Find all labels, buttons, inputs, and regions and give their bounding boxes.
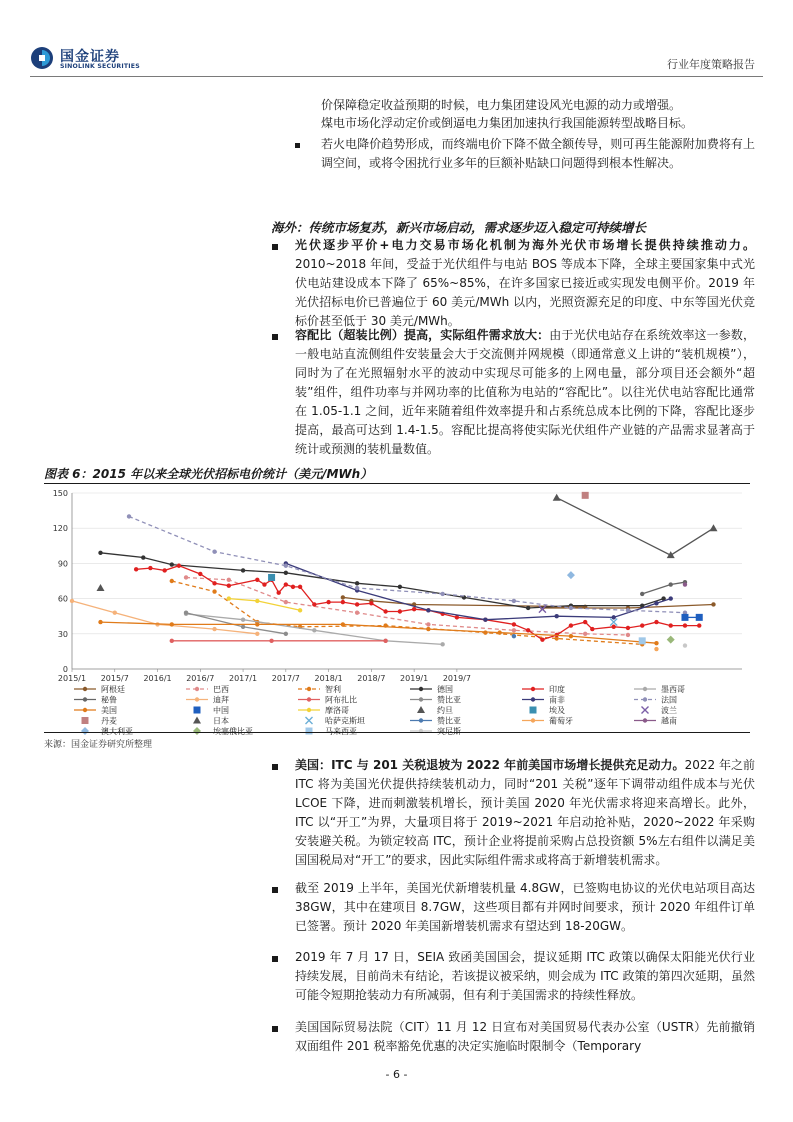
data-point xyxy=(284,564,288,568)
data-point xyxy=(669,596,673,600)
legend-label: 智利 xyxy=(325,685,341,694)
data-point xyxy=(198,572,202,576)
legend-marker xyxy=(195,687,199,691)
data-point xyxy=(268,574,275,581)
data-point xyxy=(512,634,516,638)
x-tick-label: 2016/7 xyxy=(186,674,215,683)
bullet-marker xyxy=(272,887,278,893)
legend-label: 丹麦 xyxy=(101,716,117,726)
legend-label: 突尼斯 xyxy=(437,727,461,736)
x-tick-label: 2019/1 xyxy=(400,674,429,683)
page-number: - 6 - xyxy=(385,1068,408,1081)
legend-marker xyxy=(419,697,423,701)
data-point xyxy=(227,583,231,587)
data-point xyxy=(426,627,430,631)
y-tick-label: 60 xyxy=(57,594,68,604)
header-divider xyxy=(30,76,763,77)
series-埃及 xyxy=(268,574,275,581)
chart-legend xyxy=(74,684,685,736)
series-美国 xyxy=(98,620,658,646)
data-point xyxy=(683,643,687,647)
legend-item xyxy=(306,726,358,736)
series-哈萨克斯坦 xyxy=(610,619,617,626)
data-point xyxy=(640,592,644,596)
legend-label: 赞比亚 xyxy=(437,716,461,726)
data-point xyxy=(697,623,701,627)
data-point xyxy=(610,619,617,626)
series-约旦 xyxy=(97,584,105,591)
legend-label: 中国 xyxy=(213,706,229,715)
legend-item xyxy=(306,716,366,726)
legend-marker xyxy=(193,717,201,724)
data-point xyxy=(341,622,345,626)
bullet-paragraph: 截至 2019 上半年，美国光伏新增装机量 4.8GW，已签购电协议的光伏电站项目高达 38GW，其中在建项目 8.7GW，这些项目都有并网时间要求，预计 2020 年组件订单已签署。预计 2020 年美国新增装机需求有望达到 18-20GW。 xyxy=(295,881,755,933)
legend-marker xyxy=(643,718,647,722)
data-point xyxy=(497,630,501,634)
data-point xyxy=(654,647,658,651)
logo-english-name: SINOLINK SECURITIES xyxy=(60,63,140,70)
tariff-chart xyxy=(44,485,750,736)
legend-marker xyxy=(531,697,535,701)
data-point xyxy=(683,623,687,627)
data-point xyxy=(483,618,487,622)
legend-marker xyxy=(419,718,423,722)
legend-marker xyxy=(643,687,647,691)
series-中国 xyxy=(681,614,702,621)
legend-label: 巴西 xyxy=(213,685,229,694)
series-line xyxy=(129,517,685,613)
x-tick-label: 2017/1 xyxy=(228,674,258,683)
bullet-marker xyxy=(272,244,278,250)
legend-label: 日本 xyxy=(213,716,229,726)
legend-item xyxy=(82,716,118,726)
legend-label: 埃及 xyxy=(549,706,565,715)
data-point xyxy=(526,628,530,632)
top-paragraph-2: 煤电市场化浮动定价或倒逼电力集团加速执行我国能源转型战略目标。 xyxy=(321,116,694,130)
legend-marker xyxy=(530,707,537,714)
data-point xyxy=(298,585,302,589)
data-point xyxy=(134,567,138,571)
legend-item xyxy=(74,695,117,705)
data-point xyxy=(241,625,245,629)
data-point xyxy=(212,627,216,631)
x-tick-label: 2015/7 xyxy=(100,674,129,683)
data-point xyxy=(398,585,402,589)
data-point xyxy=(212,581,216,585)
data-point xyxy=(97,584,105,591)
data-point xyxy=(626,633,630,637)
data-point xyxy=(184,575,188,579)
legend-marker xyxy=(83,687,87,691)
data-point xyxy=(709,524,717,531)
legend-marker xyxy=(417,706,425,713)
data-point xyxy=(141,555,145,559)
data-point xyxy=(512,622,516,626)
data-point xyxy=(269,639,273,643)
legend-item xyxy=(634,684,685,694)
series-埃塞俄比亚 xyxy=(667,636,675,644)
x-tick-label: 2016/1 xyxy=(143,674,172,683)
legend-marker xyxy=(643,697,647,701)
data-point xyxy=(241,618,245,622)
data-point xyxy=(355,586,359,590)
legend-item xyxy=(410,726,461,736)
data-point xyxy=(326,600,330,604)
legend-item xyxy=(81,726,133,736)
series-日本 xyxy=(553,494,718,558)
data-point xyxy=(284,582,288,586)
data-point xyxy=(284,632,288,636)
legend-marker xyxy=(195,697,199,701)
bullet-lead: 光伏逐步平价+电力交易市场化机制为海外光伏市场增长提供持续推动力。 xyxy=(295,238,755,252)
data-point xyxy=(512,599,516,603)
y-tick-label: 30 xyxy=(57,629,68,639)
series-秘鲁 xyxy=(640,580,687,596)
bullet-marker xyxy=(272,956,278,962)
x-tick-label: 2019/7 xyxy=(442,674,471,683)
data-point xyxy=(569,623,573,627)
legend-item xyxy=(298,695,357,705)
data-point xyxy=(312,628,316,632)
series-迪拜 xyxy=(70,599,260,636)
legend-marker xyxy=(82,717,89,724)
legend-item xyxy=(410,695,461,705)
bullet-paragraph xyxy=(295,756,755,870)
data-point xyxy=(227,578,231,582)
legend-label: 阿根廷 xyxy=(101,685,125,694)
data-point xyxy=(667,636,675,644)
series-丹麦 xyxy=(582,492,589,499)
figure-source: 来源：国金证券研究所整理 xyxy=(44,740,153,750)
data-point xyxy=(626,608,630,612)
data-point xyxy=(312,602,316,606)
data-point xyxy=(284,571,288,575)
legend-label: 波兰 xyxy=(661,706,677,715)
bullet-paragraph xyxy=(295,326,755,459)
data-point xyxy=(284,600,288,604)
series-line xyxy=(72,601,257,634)
series-葡萄牙 xyxy=(654,647,658,651)
legend-marker xyxy=(306,728,313,735)
data-point xyxy=(654,641,658,645)
data-point xyxy=(554,614,558,618)
data-point xyxy=(355,610,359,614)
data-point xyxy=(184,610,188,614)
legend-marker xyxy=(81,727,89,735)
legend-label: 摩洛哥 xyxy=(325,706,349,715)
data-point xyxy=(440,592,444,596)
legend-marker xyxy=(642,707,649,714)
series-南非 xyxy=(284,561,673,622)
data-point xyxy=(170,562,174,566)
x-tick-label: 2018/7 xyxy=(357,674,386,683)
data-point xyxy=(583,620,587,624)
data-point xyxy=(383,639,387,643)
legend-label: 法国 xyxy=(661,695,677,705)
data-point xyxy=(170,639,174,643)
bullet-lead: 容配比（超装比例）提高，实际组件需求放大： xyxy=(295,328,550,342)
data-point xyxy=(262,582,266,586)
legend-marker xyxy=(306,717,313,724)
report-type: 行业年度策略报告 xyxy=(667,58,755,71)
data-point xyxy=(590,627,594,631)
section-heading: 海外：传统市场复苏，新兴市场启动，需求逐步迈入稳定可持续增长 xyxy=(271,220,647,235)
y-tick-label: 150 xyxy=(52,489,68,498)
legend-marker xyxy=(531,718,535,722)
series-赞比亚 xyxy=(512,634,516,638)
bullet-body: 2022 年之前 ITC 将为美国光伏提供持续装机动力，同时“201 关税”逐年下调带动组件成本与光伏 LCOE 下降，进而刺激装机增长，预计美国 2020 年光伏需求将迎来高增长。此外，ITC 以“开工”为界，大量项目将于 2019~2021 年启动抢补贴，2020~2022 年采购安装避关税。为锁定较高 ITC，预计企业将提前采购占总投资额 5%左右组件以满足美国国税局对“开工”的要求，因此实际组件需求或将高于新增装机需求。 xyxy=(295,758,755,867)
data-point xyxy=(255,632,259,636)
legend-marker xyxy=(307,708,311,712)
legend-item xyxy=(298,705,349,715)
data-point xyxy=(669,582,673,586)
data-point xyxy=(298,608,302,612)
data-point xyxy=(291,585,295,589)
data-point xyxy=(683,582,687,586)
data-point xyxy=(255,622,259,626)
legend-marker xyxy=(193,727,201,735)
figure-title: 图表 6：2015 年以来全球光伏招标电价统计（美元/MWh） xyxy=(44,467,373,481)
legend-label: 美国 xyxy=(101,706,117,715)
legend-label: 澳大利亚 xyxy=(101,727,133,736)
data-point xyxy=(654,620,658,624)
y-tick-label: 0 xyxy=(62,665,68,674)
legend-label: 赞比亚 xyxy=(437,695,461,705)
legend-label: 哈萨克斯坦 xyxy=(325,716,365,726)
data-point xyxy=(148,566,152,570)
data-point xyxy=(711,602,715,606)
y-tick-label: 90 xyxy=(57,559,68,569)
data-point xyxy=(681,614,688,621)
data-point xyxy=(355,581,359,585)
data-point xyxy=(553,494,561,501)
legend-item xyxy=(186,695,229,705)
bullet-marker xyxy=(272,334,278,340)
data-point xyxy=(170,579,174,583)
figure-bottom-rule xyxy=(44,732,750,733)
series-赞比亚 xyxy=(184,610,288,636)
bullet-lead: 美国：ITC 与 201 关税退坡为 2022 年前美国市场增长提供充足动力。 xyxy=(295,758,685,772)
legend-item xyxy=(193,716,229,726)
legend-marker xyxy=(531,687,535,691)
series-line xyxy=(101,553,664,608)
data-point xyxy=(582,492,589,499)
data-point xyxy=(177,564,181,568)
legend-item xyxy=(634,716,677,726)
bullet-body: 由于光伏电站存在系统效率这一参数，一般电站直流侧组件安装量会大于交流侧并网规模（即通常意义上讲的“装机规模”），同时为了在光照辐射水平的波动中实现尽可能多的上网电量，部分项目还会额外“超装”组件，组件功率与并网功率的比值称为电站的“容配比”。以往光伏电站容配比通常在 1.05-1.1 之间，近年来随着组件效率提升和占系统总成本比例的下降，容配比逐步提高，最高可达到 1.4-1.5。容配比提高将使实际光伏组件产业链的产品需求显著高于统计或预测的装机量数值。 xyxy=(295,328,755,456)
x-tick-label: 2018/1 xyxy=(314,674,343,683)
data-point xyxy=(355,602,359,606)
data-point xyxy=(398,609,402,613)
data-point xyxy=(669,623,673,627)
data-point xyxy=(583,632,587,636)
legend-item xyxy=(193,726,253,736)
data-point xyxy=(127,514,131,518)
data-point xyxy=(98,620,102,624)
legend-label: 迪拜 xyxy=(213,695,229,705)
data-point xyxy=(569,606,573,610)
data-point xyxy=(626,626,630,630)
series-line xyxy=(642,582,685,594)
bullet-paragraph: 美国国际贸易法院（CIT）11 月 12 日宣布对美国贸易代表办公室（USTR）先前撤销双面组件 201 税率豁免优惠的决定实施临时限制令（Temporary xyxy=(295,1020,755,1053)
data-point xyxy=(277,591,281,595)
legend-item xyxy=(186,685,229,694)
data-point xyxy=(440,642,444,646)
chart-series xyxy=(70,492,718,651)
data-point xyxy=(612,625,616,629)
x-tick-label: 2017/7 xyxy=(271,674,300,683)
legend-label: 越南 xyxy=(661,716,677,726)
data-point xyxy=(426,608,430,612)
bullet-paragraph: 2019 年 7 月 17 日，SEIA 致函美国国会，提议延期 ITC 政策以确保太阳能光伏行业持续发展，目前尚未有结论，若该提议被采纳，则会成为 ITC 政策的第四次延期，虽然可能令短期抢装动力有所减弱，但有利于美国需求的持续性释放。 xyxy=(295,950,755,1002)
legend-marker xyxy=(194,707,201,714)
legend-label: 秘鲁 xyxy=(101,695,117,705)
data-point xyxy=(383,609,387,613)
series-line xyxy=(229,599,300,611)
legend-item xyxy=(410,684,453,694)
legend-label: 埃塞俄比亚 xyxy=(213,727,253,736)
data-point xyxy=(212,589,216,593)
data-point xyxy=(569,634,573,638)
legend-label: 阿布扎比 xyxy=(325,695,357,705)
bullet-body: 2010~2018 年间，受益于光伏组件与电站 BOS 等成本下降，全球主要国家集中式光伏电站建设成本下降了 65%~85%，在许多国家已接近或实现发电侧平价。2019 年光伏招标电价已普遍位于 60 美元/MWh 以内，光照资源充足的印度、中东等国光伏竞标价甚至低于 30 美元/MWh。 xyxy=(295,257,755,328)
data-point xyxy=(255,599,259,603)
legend-item xyxy=(634,695,677,705)
legend-label: 葡萄牙 xyxy=(549,716,573,726)
legend-marker xyxy=(307,697,311,701)
data-point xyxy=(612,615,616,619)
legend-marker xyxy=(83,708,87,712)
legend-item xyxy=(522,716,573,726)
legend-marker xyxy=(83,697,87,701)
logo-mark-icon xyxy=(30,46,54,70)
data-point xyxy=(227,596,231,600)
legend-item xyxy=(522,684,565,694)
top-bullet: 若火电降价趋势形成，而终端电价下降不做全额传导，则可再生能源附加费将有上调空间，或将令困扰行业多年的巨额补贴缺口问题得到根本性解决。 xyxy=(321,137,755,170)
data-point xyxy=(412,607,416,611)
series-阿布扎比 xyxy=(170,639,388,643)
data-point xyxy=(341,600,345,604)
data-point xyxy=(639,637,646,644)
legend-item xyxy=(74,684,125,694)
chart-axes xyxy=(53,489,742,683)
legend-item xyxy=(530,705,566,715)
legend-item xyxy=(410,716,461,726)
legend-item xyxy=(522,695,565,705)
data-point xyxy=(212,549,216,553)
legend-marker xyxy=(307,687,311,691)
data-point xyxy=(654,601,658,605)
bullet-paragraph xyxy=(295,236,755,331)
data-point xyxy=(98,551,102,555)
data-point xyxy=(70,599,74,603)
legend-label: 南非 xyxy=(549,695,565,705)
data-point xyxy=(162,568,166,572)
series-突尼斯 xyxy=(683,643,687,647)
y-tick-label: 120 xyxy=(52,524,68,534)
bullet-marker xyxy=(295,143,300,148)
legend-item xyxy=(74,705,117,715)
data-point xyxy=(369,601,373,605)
data-point xyxy=(483,630,487,634)
legend-item xyxy=(417,705,453,715)
legend-label: 墨西哥 xyxy=(661,685,685,694)
data-point xyxy=(526,606,530,610)
data-point xyxy=(426,622,430,626)
series-澳大利亚 xyxy=(567,571,575,579)
data-point xyxy=(540,637,544,641)
data-point xyxy=(341,595,345,599)
logo-chinese-name: 国金证券 xyxy=(60,49,120,65)
data-point xyxy=(512,628,516,632)
legend-label: 印度 xyxy=(549,685,565,694)
data-point xyxy=(170,622,174,626)
data-point xyxy=(640,623,644,627)
bullet-marker xyxy=(272,764,278,770)
series-法国 xyxy=(127,514,687,615)
data-point xyxy=(667,551,675,558)
legend-marker xyxy=(419,687,423,691)
data-point xyxy=(696,614,703,621)
legend-item xyxy=(298,684,341,694)
legend-label: 约旦 xyxy=(437,706,453,715)
series-越南 xyxy=(683,582,687,586)
figure-top-rule xyxy=(44,483,750,484)
legend-label: 德国 xyxy=(437,685,453,694)
data-point xyxy=(567,571,575,579)
series-马来西亚 xyxy=(639,637,646,644)
legend-label: 马来西亚 xyxy=(325,727,357,736)
top-paragraph-1: 价保障稳定收益预期的时候，电力集团建设风光电源的动力或增强。 xyxy=(321,98,682,112)
data-point xyxy=(113,610,117,614)
x-tick-label: 2015/1 xyxy=(57,674,87,683)
data-point xyxy=(241,568,245,572)
bullet-marker xyxy=(272,1026,278,1032)
company-logo xyxy=(30,46,150,74)
legend-item xyxy=(194,705,230,715)
data-point xyxy=(255,578,259,582)
legend-item xyxy=(642,705,678,715)
series-line xyxy=(557,498,714,556)
